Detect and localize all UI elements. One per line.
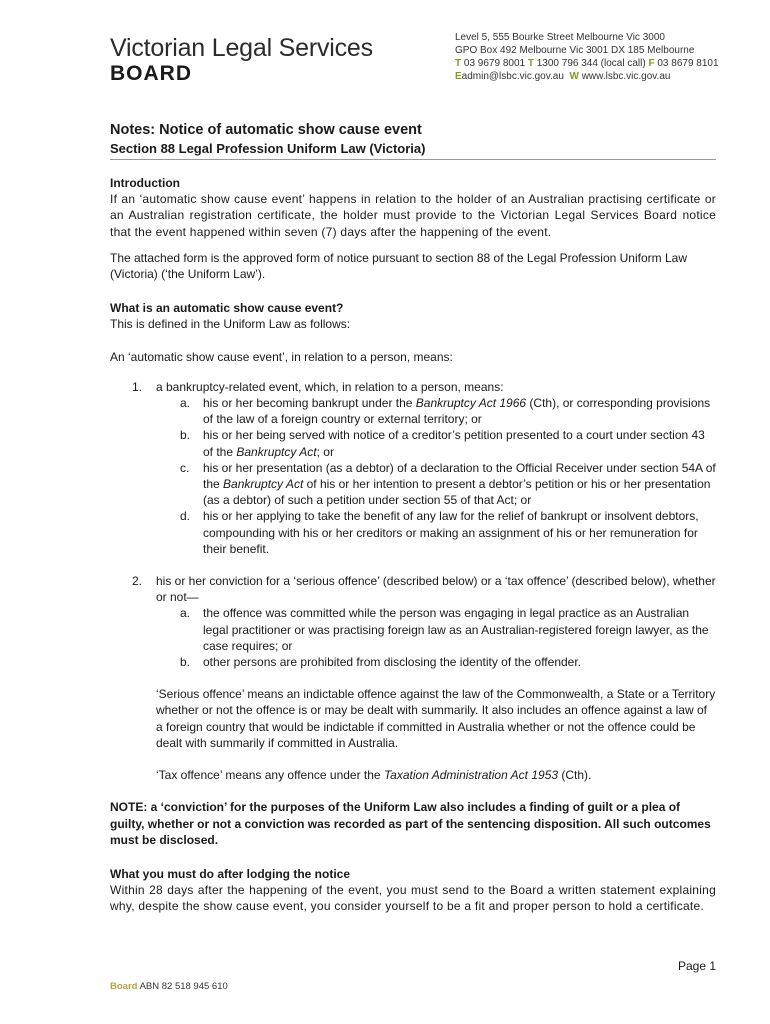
document-title: Notes: Notice of automatic show cause event: [110, 122, 422, 138]
sub-item-text: the offence was committed while the person was engaging in legal practice as an Australian legal practitioner or was practising foreign law as an Australian-registered foreign lawyer, as the case requires; or: [203, 606, 709, 653]
tax-offence-definition: [110, 767, 716, 783]
after-heading: What you must do after lodging the notice: [110, 866, 350, 881]
sub-list: [156, 605, 716, 670]
intro-paragraph-2: The attached form is the approved form of notice pursuant to section 88 of the Legal Profession Uniform Law (Victoria) (‘the Uniform Law’).: [110, 250, 687, 282]
address-line-2: GPO Box 492 Melbourne Vic 3001 DX 185 Melbourne: [455, 45, 695, 56]
logo-line-2: BOARD: [110, 62, 192, 85]
sub-item-text: other persons are prohibited from disclosing the identity of the offender.: [203, 655, 582, 670]
act-title: Bankruptcy Act: [236, 444, 317, 459]
tax-text: ‘Tax offence’ means any offence under the: [156, 768, 384, 783]
list-item: [110, 379, 716, 557]
phone-line: [455, 57, 719, 70]
email-label: E: [455, 71, 462, 82]
list-item-text: his or her conviction for a ‘serious offence’ (described below) or a ‘tax offence’ (described below), whether or not—: [156, 574, 716, 605]
list-item-text: a bankruptcy-related event, which, in relation to a person, means:: [156, 379, 504, 394]
tax-text: (Cth).: [558, 768, 592, 783]
definition-paragraph-2: An ‘automatic show cause event’, in relation to a person, means:: [110, 349, 453, 364]
sub-list-item: [156, 460, 716, 509]
intro-heading: Introduction: [110, 176, 180, 190]
sub-item-text: his or her being served with notice of a creditor’s petition presented to a court under section 43 of the: [203, 428, 705, 459]
phone-number: 03 9679 8001: [463, 58, 526, 69]
document-subtitle: Section 88 Legal Profession Uniform Law (Victoria): [110, 141, 426, 156]
sub-list-item: [156, 395, 716, 427]
serious-offence-definition: ‘Serious offence’ means an indictable offence against the law of the Commonwealth, a State or a Territory whether or not the offence is or may be dealt with summarily. It also includes an offence against a law of a foreign country that would be indictable if committed in Australia whether or not the offence could be dealt with summarily if committed in Australia.: [156, 687, 716, 750]
sub-item-text: ; or: [316, 444, 334, 459]
act-title: Bankruptcy Act: [223, 477, 304, 492]
list-number: 2.: [132, 574, 143, 589]
web-label: W: [569, 71, 579, 82]
logo-line-1: Victorian Legal Services: [110, 34, 373, 62]
definition-paragraph-1: This is defined in the Uniform Law as follows:: [110, 317, 351, 332]
fax-label: F: [648, 58, 655, 69]
act-title: Taxation Administration Act 1953: [383, 768, 559, 783]
phone2-number: 1300 796 344 (local call): [536, 58, 646, 69]
email-address[interactable]: admin@lsbc.vic.gov.au: [461, 71, 564, 82]
sub-item-text: his or her applying to take the benefit of any law for the relief of bankrupt or insolvent debtors, compounding with his or her creditors or making an assignment of his or her remuneration for their benefit.: [203, 509, 699, 556]
sub-list-letter: a.: [180, 396, 191, 411]
sub-list-item: [156, 508, 716, 557]
sub-list-letter: d.: [180, 509, 191, 524]
sub-list: [156, 395, 716, 557]
board-label: Board: [110, 981, 138, 992]
conviction-note: NOTE: a ‘conviction’ for the purposes of the Uniform Law also includes a finding of guilt or a plea of guilty, whether or not a conviction was recorded as part of the sentencing disposition. All such outcomes must be disclosed.: [110, 800, 711, 847]
list-item: [110, 573, 716, 670]
sub-list-letter: c.: [180, 460, 190, 475]
document-body: [110, 175, 716, 915]
abn-number: ABN 82 518 945 610: [137, 981, 228, 992]
definition-heading: What is an automatic show cause event?: [110, 301, 344, 316]
web-address[interactable]: www.lsbc.vic.gov.au: [581, 71, 671, 82]
sub-item-text: his or her presentation (as a debtor) of a declaration to the Official Receiver under section 54A of the: [203, 460, 716, 492]
sub-list-letter: b.: [180, 655, 191, 670]
act-title: Bankruptcy Act 1966: [415, 396, 527, 411]
phone2-label: T: [527, 58, 534, 69]
sub-list-letter: a.: [180, 606, 191, 621]
title-divider: [110, 159, 716, 160]
after-paragraph: Within 28 days after the happening of the event, you must send to the Board a written statement explaining why, despite the show cause event, you consider yourself to be a fit and proper person to hold a certificate.: [110, 883, 716, 914]
email-line: [455, 70, 719, 83]
vlsb-logo: [110, 34, 373, 86]
address-line-1: Level 5, 555 Bourke Street Melbourne Vic 3000: [455, 32, 665, 43]
sub-item-text: of his or her intention to present a debtor’s petition or his or her presentation (as a debtor) of such a petition under section 55 of that Act; or: [203, 477, 711, 508]
sub-list-letter: b.: [180, 428, 191, 443]
page-number: Page 1: [678, 959, 717, 973]
list-number: 1.: [132, 379, 143, 394]
sub-item-text: his or her becoming bankrupt under the: [203, 396, 416, 411]
event-list: [110, 379, 716, 670]
footer-abn: [110, 981, 228, 992]
contact-block: [455, 31, 719, 83]
sub-item-text: (Cth), or corresponding provisions of the law of a foreign country or external territory; or: [203, 396, 711, 427]
sub-list-item: [156, 427, 716, 459]
sub-list-item: [156, 605, 716, 654]
intro-paragraph-1: If an ‘automatic show cause event’ happens in relation to the holder of an Australian practising certificate or an Australian registration certificate, the holder must provide to the Victorian Legal Services Board notice that the event happened within seven (7) days after the happening of the event.: [110, 192, 716, 239]
phone-label: T: [455, 58, 462, 69]
fax-number: 03 8679 8101: [657, 58, 719, 69]
sub-list-item: [156, 654, 716, 670]
